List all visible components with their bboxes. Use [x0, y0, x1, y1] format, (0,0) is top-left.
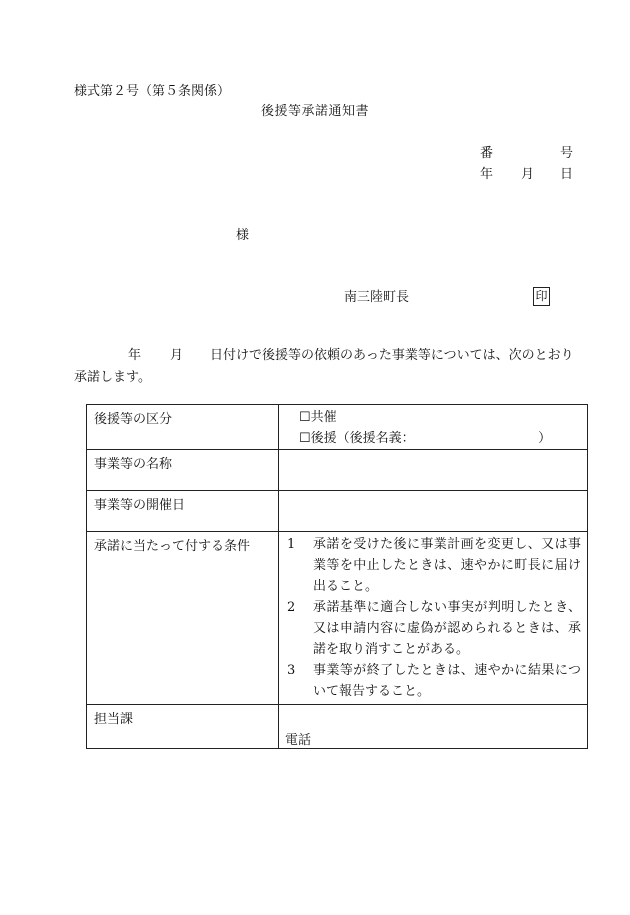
event-date-value: [279, 491, 588, 532]
seal-box: 印: [533, 287, 550, 306]
condition-item: 3 事業等が終了したときは、速やかに結果について報告すること。: [287, 663, 581, 699]
date-year-label: 年: [480, 167, 494, 182]
document-title: 後援等承諾通知書: [260, 104, 369, 119]
table-row-name: [87, 450, 588, 491]
number-suffix: 号: [560, 146, 574, 161]
condition-item: 2 承諾基準に適合しない事実が判明したとき、又は申請内容に虚偽が認められるときは、承諾を取り消すことがある。: [287, 600, 581, 657]
approval-details-table: [86, 404, 588, 749]
addressee-suffix: 様: [236, 228, 250, 243]
date-month-label: 月: [521, 167, 535, 182]
event-name-value: [279, 450, 588, 491]
condition-item: 1 承諾を受けた後に事業計画を変更し、又は事業等を中止したときは、速やかに町長に届け出ること。: [287, 537, 581, 594]
body-year-label: 年: [128, 348, 142, 363]
form-number-label: 様式第２号（第５条関係）: [74, 84, 231, 99]
number-label: 番: [480, 146, 494, 161]
body-text-line1: 日付けで後援等の依頼のあった事業等については、次のとおり: [210, 348, 574, 363]
department-value: [279, 705, 588, 727]
body-month-label: 月: [170, 348, 184, 363]
table-row-date: [87, 491, 588, 532]
option-cohost: ☐共催: [299, 410, 337, 425]
date-day-label: 日: [560, 167, 574, 182]
table-row-category: [87, 405, 588, 450]
table-row-conditions: [87, 532, 588, 705]
event-name-label: 事業等の名称: [87, 450, 279, 491]
category-options: [279, 405, 588, 450]
category-label: 後援等の区分: [87, 405, 279, 450]
department-label: 担当課: [87, 705, 279, 749]
sender-name: 南三陸町長: [344, 290, 410, 305]
body-text-line2: 承諾します。: [74, 370, 151, 385]
conditions-list: [279, 532, 588, 705]
conditions-label: 承諾に当たって付する条件: [87, 532, 279, 705]
table-row-dept: [87, 705, 588, 727]
option-support: ☐後援（後援名義： ）: [299, 431, 552, 446]
event-date-label: 事業等の開催日: [87, 491, 279, 532]
phone-label: 電話: [279, 726, 588, 749]
